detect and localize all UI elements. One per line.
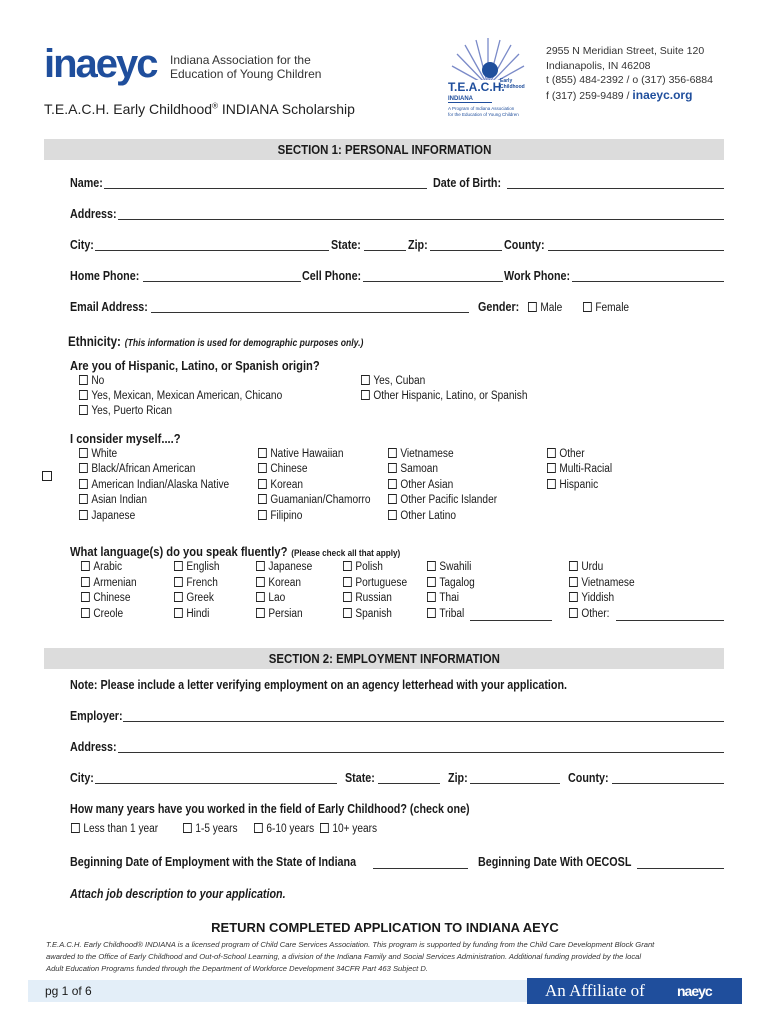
checkbox-icon	[258, 479, 267, 489]
checkbox-icon	[79, 448, 88, 458]
employer-state-field[interactable]	[378, 783, 440, 784]
years-opt-1-5[interactable]: 1-5 years	[183, 823, 238, 835]
checkbox-icon	[388, 510, 397, 520]
inaeyc-logo	[44, 44, 157, 84]
checkbox-icon	[81, 592, 90, 602]
state-field[interactable]	[364, 250, 406, 251]
checkbox-icon	[81, 608, 90, 618]
checkbox-icon	[258, 494, 267, 504]
checkbox-icon	[388, 448, 397, 458]
email-label: Email Address:	[70, 300, 148, 314]
checkbox-icon	[343, 592, 352, 602]
hispanic-opt-mexican[interactable]: Yes, Mexican, Mexican American, Chicano	[79, 390, 282, 402]
race-option[interactable]: Other Asian	[388, 479, 453, 491]
checkbox-icon	[174, 561, 183, 571]
language-option[interactable]: Arabic	[81, 561, 122, 573]
affiliate-text: An Affiliate of	[545, 981, 645, 1000]
checkbox-icon	[569, 561, 578, 571]
work-phone-label: Work Phone:	[504, 269, 571, 283]
org-name-line1: Indiana Association for the	[170, 53, 311, 67]
city-field[interactable]	[95, 250, 329, 251]
race-option[interactable]: Korean	[258, 479, 303, 491]
hispanic-opt-no[interactable]: No	[79, 375, 104, 387]
checkbox-icon	[258, 448, 267, 458]
zip-field[interactable]	[430, 250, 502, 251]
affiliate-banner	[527, 978, 742, 1004]
checkbox-icon	[79, 405, 88, 415]
checkbox-icon	[320, 823, 329, 833]
legal-text: T.E.A.C.H. Early Childhood® INDIANA is a licensed program of Child Care Services Association. This program is supported by funding from the Child Care Development Block Grant awarded to the Office of Early Childhood and Out-of-School Learning, a division of the Indiana Family and Social Services Administration. Additional funding provided by the local Adult Education Programs funded through the Department of Workforce Development 34CFR Part 463 Subject D.	[46, 940, 655, 973]
employer-label: Employer:	[70, 709, 123, 723]
checkbox-icon	[174, 577, 183, 587]
tribal-field[interactable]	[470, 620, 552, 621]
checkbox-icon	[583, 302, 592, 312]
race-option[interactable]: Multi-Racial	[547, 463, 612, 475]
employer-zip-field[interactable]	[470, 783, 560, 784]
consider-question: I consider myself....?	[70, 431, 181, 446]
checkbox-icon	[71, 823, 80, 833]
begin-date-oecosl-field[interactable]	[637, 868, 724, 869]
dob-label: Date of Birth:	[433, 176, 502, 190]
section2-header: SECTION 2: EMPLOYMENT INFORMATION	[44, 648, 724, 669]
language-option[interactable]: Thai	[427, 592, 459, 604]
checkbox-icon	[254, 823, 263, 833]
hispanic-opt-cuban[interactable]: Yes, Cuban	[361, 375, 425, 387]
checkbox-icon	[258, 463, 267, 473]
teach-logo-state: INDIANA	[448, 96, 492, 103]
fax-line: f (317) 259-9489 / inaeyc.org	[546, 87, 693, 102]
years-question: How many years have you worked in the field of Early Childhood? (check one)	[70, 802, 470, 816]
race-option[interactable]: Other Latino	[388, 510, 456, 522]
years-opt-6-10[interactable]: 6-10 years	[254, 823, 314, 835]
employer-state-label: State:	[345, 771, 375, 785]
checkbox-icon	[256, 608, 265, 618]
employer-county-field[interactable]	[612, 783, 724, 784]
work-phone-field[interactable]	[572, 281, 724, 282]
hispanic-question: Are you of Hispanic, Latino, or Spanish origin?	[70, 358, 320, 373]
teach-logo	[448, 36, 528, 122]
language-option[interactable]: Greek	[174, 592, 214, 604]
language-question: What language(s) do you speak fluently? (Please check all that apply)	[70, 544, 401, 559]
race-option[interactable]: American Indian/Alaska Native	[79, 479, 229, 491]
checkbox-icon	[569, 592, 578, 602]
race-option[interactable]: Hispanic	[547, 479, 598, 491]
teach-logo-tag2: for the Education of Young Children	[448, 112, 519, 117]
checkbox-icon	[174, 608, 183, 618]
language-option[interactable]: Vietnamese	[569, 577, 635, 589]
language-option[interactable]: Armenian	[81, 577, 137, 589]
checkbox-icon	[79, 375, 88, 385]
cell-phone-field[interactable]	[363, 281, 503, 282]
checkbox-icon	[256, 592, 265, 602]
language-option[interactable]: Japanese	[256, 561, 312, 573]
race-option[interactable]: Other	[547, 448, 585, 460]
org-name-line2: Education of Young Children	[170, 67, 322, 81]
zip-label: Zip:	[408, 238, 428, 252]
race-option[interactable]: Asian Indian	[79, 494, 147, 506]
employer-county-label: County:	[568, 771, 609, 785]
program-title: T.E.A.C.H. Early Childhood® INDIANA Scholarship	[44, 101, 355, 117]
checkbox-icon	[547, 448, 556, 458]
employer-field[interactable]	[123, 721, 724, 722]
race-option[interactable]: Japanese	[79, 510, 135, 522]
city-label: City:	[70, 238, 94, 252]
checkbox-icon	[81, 561, 90, 571]
name-field[interactable]	[104, 188, 427, 189]
email-field[interactable]	[151, 312, 469, 313]
contact-info	[546, 44, 713, 103]
checkbox-icon	[569, 608, 578, 618]
race-option[interactable]: Vietnamese	[388, 448, 454, 460]
language-option[interactable]: Spanish	[343, 608, 392, 620]
race-option[interactable]: Other Pacific Islander	[388, 494, 497, 506]
race-option[interactable]: Chinese	[258, 463, 307, 475]
dob-field[interactable]	[507, 188, 724, 189]
language-option[interactable]: Lao	[256, 592, 285, 604]
language-option[interactable]: Swahili	[427, 561, 471, 573]
checkbox-icon	[361, 375, 370, 385]
checkbox-icon	[343, 577, 352, 587]
employer-city-label: City:	[70, 771, 94, 785]
language-option[interactable]: Chinese	[81, 592, 130, 604]
home-phone-label: Home Phone:	[70, 269, 140, 283]
years-opt-less-1[interactable]: Less than 1 year	[71, 823, 158, 835]
checkbox-icon	[183, 823, 192, 833]
language-option[interactable]: Russian	[343, 592, 392, 604]
teach-logo-sub: Early Childhood	[500, 78, 525, 90]
return-instruction: RETURN COMPLETED APPLICATION TO INDIANA AEYC	[211, 920, 559, 935]
race-option[interactable]: Filipino	[258, 510, 302, 522]
language-option[interactable]: Hindi	[174, 608, 209, 620]
county-field[interactable]	[548, 250, 724, 251]
employer-city-field[interactable]	[95, 783, 337, 784]
phone-line: t (855) 484-2392 / o (317) 356-6884	[546, 74, 713, 86]
language-option[interactable]: Urdu	[569, 561, 603, 573]
language-option[interactable]: English	[174, 561, 220, 573]
stray-checkbox[interactable]	[42, 467, 56, 485]
hispanic-opt-other[interactable]: Other Hispanic, Latino, or Spanish	[361, 390, 527, 402]
checkbox-icon	[256, 561, 265, 571]
hispanic-opt-puerto-rican[interactable]: Yes, Puerto Rican	[79, 405, 172, 417]
race-option[interactable]: White	[79, 448, 117, 460]
address-label: Address:	[70, 207, 117, 221]
employer-address-label: Address:	[70, 740, 117, 754]
race-option[interactable]: Black/African American	[79, 463, 195, 475]
address-line2: Indianapolis, IN 46208	[546, 59, 651, 72]
checkbox-icon	[258, 510, 267, 520]
cell-phone-label: Cell Phone:	[302, 269, 362, 283]
language-option[interactable]: Yiddish	[569, 592, 614, 604]
checkbox-icon	[569, 577, 578, 587]
checkbox-icon	[79, 510, 88, 520]
language-option[interactable]: Tribal	[427, 608, 464, 620]
employment-note: Note: Please include a letter verifying employment on an agency letterhead with your application.	[70, 678, 568, 692]
language-option[interactable]: Polish	[343, 561, 383, 573]
language-option[interactable]: Tagalog	[427, 577, 475, 589]
language-option[interactable]: French	[174, 577, 218, 589]
inaeyc-wordmark: inaeyc	[44, 42, 157, 86]
naeyc-logo: naeyc	[677, 983, 712, 999]
section1-header: SECTION 1: PERSONAL INFORMATION	[44, 139, 724, 160]
checkbox-icon	[547, 479, 556, 489]
teach-logo-tag1: A Program of Indiana Association	[448, 106, 515, 111]
checkbox-icon	[79, 494, 88, 504]
checkbox-icon	[388, 479, 397, 489]
gender-male[interactable]: Male	[528, 302, 562, 314]
checkbox-icon	[79, 479, 88, 489]
race-option[interactable]: Guamanian/Chamorro	[258, 494, 370, 506]
checkbox-icon	[79, 390, 88, 400]
begin-date-state-label: Beginning Date of Employment with the State of Indiana	[70, 855, 357, 869]
begin-date-oecosl-label: Beginning Date With OECOSL	[478, 855, 632, 869]
race-option[interactable]: Native Hawaiian	[258, 448, 343, 460]
checkbox-icon	[547, 463, 556, 473]
checkbox-icon	[42, 471, 52, 481]
gender-label: Gender:	[478, 300, 520, 314]
begin-date-state-field[interactable]	[373, 868, 468, 869]
checkbox-icon	[256, 577, 265, 587]
employer-address-field[interactable]	[118, 752, 724, 753]
gender-female[interactable]: Female	[583, 302, 629, 314]
checkbox-icon	[427, 608, 436, 618]
org-name	[170, 53, 321, 81]
checkbox-icon	[79, 463, 88, 473]
language-option[interactable]: Other:	[569, 608, 609, 620]
language-option[interactable]: Portuguese	[343, 577, 407, 589]
address-line1: 2955 N Meridian Street, Suite 120	[546, 45, 705, 57]
page-number: pg 1 of 6	[45, 984, 92, 998]
race-option[interactable]: Samoan	[388, 463, 438, 475]
checkbox-icon	[174, 592, 183, 602]
state-label: State:	[331, 238, 361, 252]
checkbox-icon	[343, 608, 352, 618]
checkbox-icon	[427, 592, 436, 602]
employer-zip-label: Zip:	[448, 771, 468, 785]
language-option[interactable]: Creole	[81, 608, 123, 620]
checkbox-icon	[343, 561, 352, 571]
address-field[interactable]	[118, 219, 724, 220]
checkbox-icon	[528, 302, 537, 312]
other-language-field[interactable]	[616, 620, 724, 621]
attach-note: Attach job description to your application.	[70, 887, 286, 901]
teach-logo-text: T.E.A.C.H.	[448, 80, 505, 94]
checkbox-icon	[427, 561, 436, 571]
ethnicity-heading: Ethnicity: (This information is used for demographic purposes only.)	[68, 334, 364, 349]
website-link[interactable]: inaeyc.org	[632, 87, 693, 102]
language-option[interactable]: Persian	[256, 608, 303, 620]
name-label: Name:	[70, 176, 103, 190]
home-phone-field[interactable]	[143, 281, 301, 282]
checkbox-icon	[81, 577, 90, 587]
checkbox-icon	[388, 463, 397, 473]
checkbox-icon	[427, 577, 436, 587]
years-opt-10-plus[interactable]: 10+ years	[320, 823, 377, 835]
county-label: County:	[504, 238, 545, 252]
checkbox-icon	[388, 494, 397, 504]
language-option[interactable]: Korean	[256, 577, 301, 589]
checkbox-icon	[361, 390, 370, 400]
